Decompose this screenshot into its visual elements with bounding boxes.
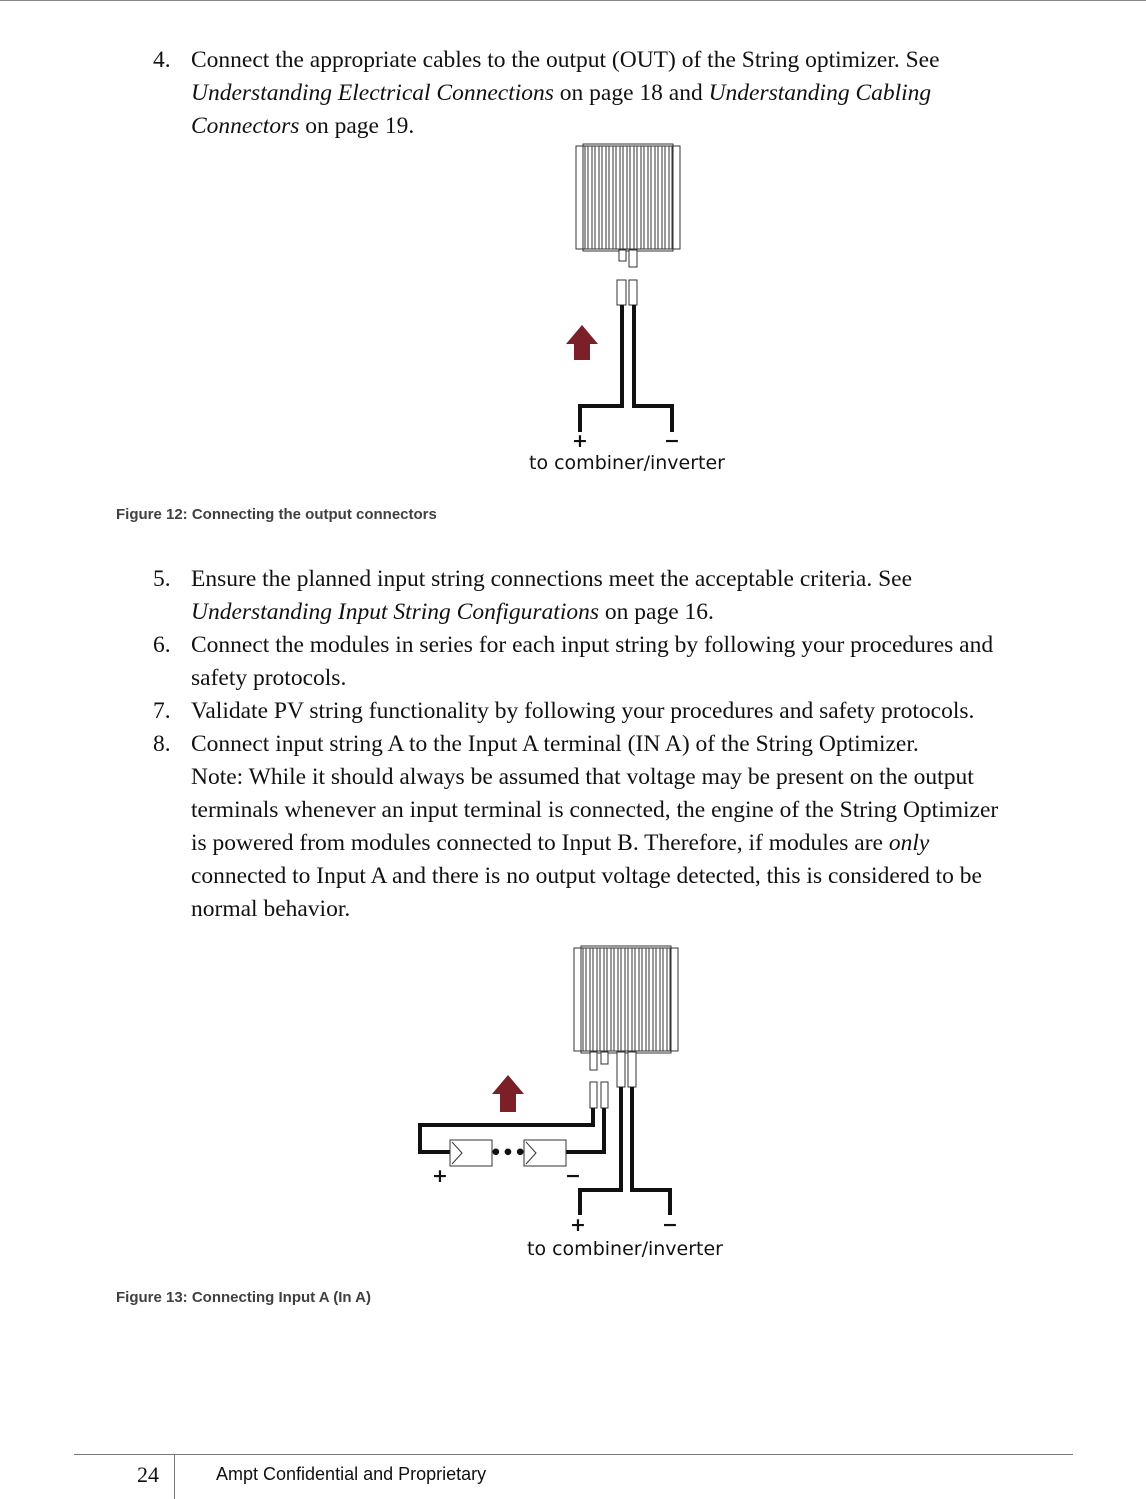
string-cable-minus [566,1108,604,1152]
text-segment: safety protocols. [191,665,347,691]
input-a-diagram [420,946,723,1260]
cross-reference: Understanding Electrical Connections [191,80,554,106]
series-ellipsis: ••• [489,1142,527,1164]
cross-reference: Understanding Input String Configurations [191,599,600,625]
string-optimizer-unit [574,946,678,1053]
text-segment: on page 19. [299,113,415,139]
text-segment: is powered from modules connected to Input B. Therefore, if modules are [191,830,889,856]
input-a-connector-minus [601,1082,608,1108]
plus-label: + [572,430,588,452]
text-segment: Ensure the planned input string connections meet the acceptable criteria. See [191,566,913,592]
output-cable-minus [634,305,672,432]
string-optimizer-unit [576,144,680,251]
text-segment: Connect the appropriate cables to the output (OUT) of the String optimizer. See [191,47,940,73]
footer-divider [174,1454,175,1499]
output-connector-plus [617,280,626,305]
step-number: 5. [153,566,171,592]
text-segment: Connect the modules in series for each input string by following your procedures and [191,632,994,658]
step-number: 6. [153,632,171,658]
minus-label: − [662,1214,678,1236]
text-segment: connected to Input A and there is no output voltage detected, this is considered to be [191,863,982,889]
pv-module [450,1140,492,1166]
figure-13-caption: Figure 13: Connecting Input A (In A) [116,1289,371,1306]
output-connector-minus [629,280,637,305]
module-plus-label: + [432,1165,448,1187]
up-arrow-icon [566,325,598,360]
figure-12-caption: Figure 12: Connecting the output connectors [116,506,437,523]
step-number: 4. [153,47,171,73]
up-arrow-icon [492,1075,524,1112]
destination-label: to combiner/inverter [529,452,725,474]
cross-reference: Understanding Cabling [708,80,932,106]
cross-reference: only [888,830,930,856]
footer-text: Ampt Confidential and Proprietary [216,1464,487,1484]
text-segment: Note: While it should always be assumed that voltage may be present on the output [191,764,974,790]
output-connector-plus [617,1052,625,1087]
text-segment: terminals whenever an input terminal is connected, the engine of the String Optimizer [191,797,999,823]
page-number: 24 [137,1462,159,1487]
text-segment: Connect input string A to the Input A terminal (IN A) of the String Optimizer. [191,731,919,757]
output-cable-plus [580,305,622,432]
step-number: 7. [153,698,171,724]
optimizer-output-diagram [529,144,725,474]
output-connector-minus [628,1052,636,1087]
text-segment: on page 16. [599,599,714,625]
module-minus-label: − [565,1165,581,1187]
footer-rule [74,1454,1073,1455]
text-segment: Validate PV string functionality by following your procedures and safety protocols. [191,698,975,724]
plus-label: + [570,1214,586,1236]
step-number: 8. [153,731,171,757]
destination-label: to combiner/inverter [527,1238,723,1260]
input-a-connector-plus [590,1082,597,1108]
text-segment: normal behavior. [191,896,351,922]
minus-label: − [664,430,680,452]
text-segment: on page 18 and [553,80,709,106]
cross-reference: Connectors [191,113,300,139]
pv-module [524,1140,566,1166]
